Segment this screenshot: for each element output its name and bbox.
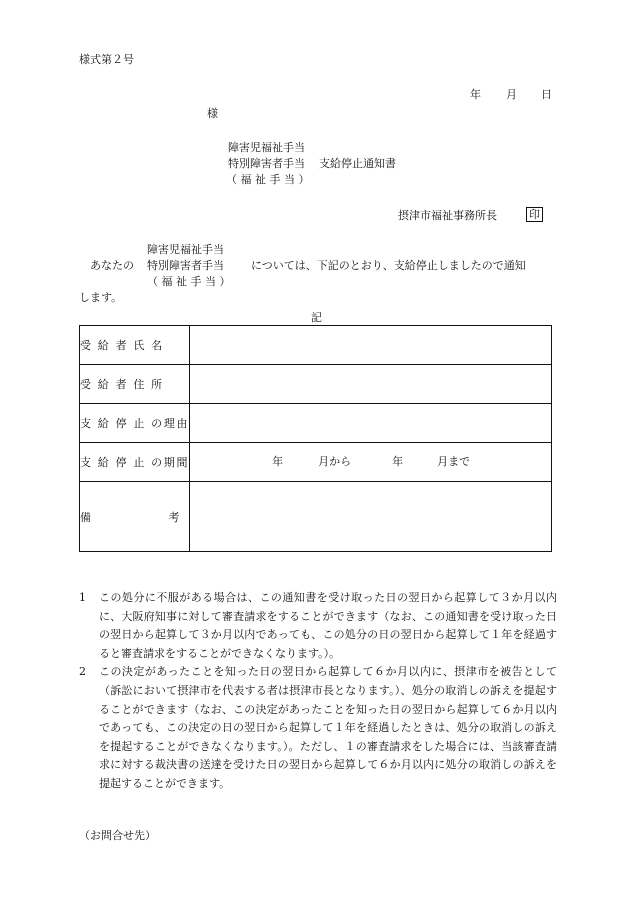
list-item [79,663,557,793]
issuer-name: 摂津市福祉事務所長 [398,209,497,222]
note-text: この処分に不服がある場合は、この通知書を受け取った日の翌日から起算して３か月以内に、大阪府知事に対して審査請求をすることができます（なお、この通知書を受け取った日の翌日から起算して３か月以内であっても、この処分の日の翌日から起算して１年を経過すると審査請求をすることができなくなります。）。 [99,591,557,660]
title-line-2: 特別障害者手当 [228,157,305,170]
table-row [80,326,552,365]
note-number: 2 [79,665,86,679]
label-remarks-right: 考 [168,511,182,524]
label-remarks [80,482,190,552]
value-stop-period [190,443,552,482]
period-from-month: 月から [318,455,352,468]
seal-mark: 印 [526,207,543,222]
date-month: 月 [506,88,517,101]
period-to-month: 月まで [437,455,471,468]
table-row [80,404,552,443]
list-item [79,589,557,663]
label-recipient-name: 受 給 者 氏 名 [80,326,190,365]
table-row [80,365,552,404]
title-line-3: （ 福 祉 手 当 ） [226,173,310,186]
value-remarks [190,482,552,552]
note-number: 1 [79,591,86,604]
value-recipient-address [190,365,552,404]
body-allowance-2: 特別障害者手当 [147,259,224,272]
date-year: 年 [470,88,481,101]
body-allowance-1: 障害児福祉手当 [147,243,224,256]
title-line-2-suffix: 支給停止通知書 [319,157,396,170]
details-table [79,325,552,552]
body-tail: します。 [79,291,123,304]
label-remarks-left: 備 [80,511,93,524]
inquiry-label: （お問合せ先） [79,829,156,842]
body-allowance-3: （ 福 祉 手 当 ） [147,275,231,288]
body-main-text: については、下記のとおり、支給停止しましたので通知 [251,259,526,272]
label-stop-period: 支 給 停 止 の期間 [80,443,190,482]
value-recipient-name [190,326,552,365]
date-day: 日 [541,88,552,101]
addressee-suffix: 様 [207,107,218,120]
value-stop-reason [190,404,552,443]
note-text: この決定があったことを知った日の翌日から起算して６か月以内に、摂津市を被告として（訴訟において摂津市を代表する者は摂津市長となります。）、処分の取消しの訴えを提起することができます（なお、この決定があったことを知った日の翌日から起算して６か月以内であっても、この決定の日の翌日から起算して１年を経過したときは、処分の取消しの訴えを提起することができなくなります。）。ただし、１の審査請求をした場合には、当該審査請求に対する裁決書の送達を受けた日の翌日から起算して６か月以内に処分の取消しの訴えを提起することができます。 [99,665,557,790]
notes [79,589,557,794]
body-prefix: あなたの [90,259,134,272]
table-row [80,443,552,482]
title-line-1: 障害児福祉手当 [228,141,305,154]
ki-heading: 記 [311,311,322,324]
form-number: 様式第２号 [79,53,134,66]
period-to-year: 年 [392,455,404,468]
table-row [80,482,552,552]
label-recipient-address: 受 給 者 住 所 [80,365,190,404]
period-from-year: 年 [272,455,284,468]
label-stop-reason: 支 給 停 止 の理由 [80,404,190,443]
